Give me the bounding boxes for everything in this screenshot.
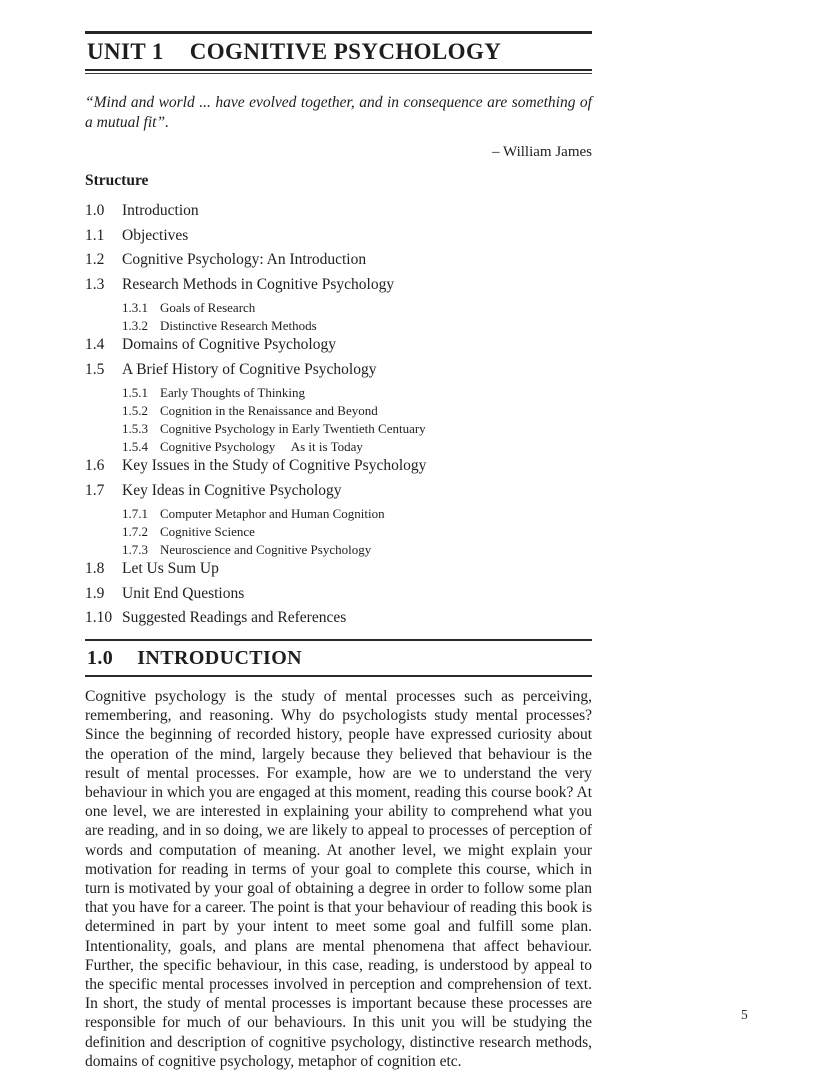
toc-subitem — [122, 319, 592, 333]
section-number: 1.0 — [87, 647, 114, 669]
toc-subitem-label: Early Thoughts of Thinking — [160, 385, 306, 400]
unit-number-label: UNIT 1 — [87, 39, 164, 64]
toc-item-number: 1.1 — [85, 226, 105, 244]
toc-item — [85, 228, 592, 244]
toc-subitem-number: 1.5.2 — [122, 403, 148, 418]
toc-item-number: 1.3 — [85, 275, 105, 293]
toc-subitem-number: 1.7.3 — [122, 542, 148, 557]
toc-item — [85, 252, 592, 268]
epigraph-quote: “Mind and world ... have evolved together, and in consequence are something of a mutual fit”. — [85, 94, 592, 131]
toc-item — [85, 458, 592, 474]
structure-heading: Structure — [85, 172, 149, 189]
toc-item-label: Objectives — [122, 226, 189, 244]
toc-item-label: Let Us Sum Up — [122, 560, 219, 577]
toc-subitem-label: Cognitive Psychology in Early Twentieth Centuary — [160, 421, 426, 436]
section-bottom-rule — [85, 675, 592, 677]
toc-item-label: Key Issues in the Study of Cognitive Psychology — [122, 457, 427, 474]
toc-subitem-label: Distinctive Research Methods — [160, 318, 317, 333]
toc-item-label: Introduction — [122, 202, 199, 219]
introduction-paragraph: Cognitive psychology is the study of mental processes such as perceiving, remembering, and reasoning. Why do psychologists study mental processes? Since the beginning of recorded history, people have expressed curiosity about the operation of the mind, largely because they believed that behaviour is the result of mental processes. For example, how are we to understand the very behaviour in which you are engaged at this moment, reading this course book? At one level, we are interested in explaining your ability to comprehend what you are reading, and in so doing, we are likely to appeal to processes of perception of words and computation of meaning. At another level, we might explain your motivation for reading in terms of your goal to complete this course, which in turn is motivated by your goal of obtaining a degree in order to follow some plan that you have for a career. The point is that your behaviour of reading this book is determined in part by your intent to meet some goal and fulfill some plan. Intentionality, goals, and plans are mental phenomena that affect behaviour. Further, the specific behaviour, in this case, reading, is understood by appeal to the specific mental processes involved in perception and comprehension of text. In short, the study of mental processes is important because these processes are responsible for much of our behaviours. In this unit you will be studying the definition and description of cognitive psychology, distinctive research methods, domains of cognitive psychology, metaphor of cognition etc. — [85, 688, 592, 1070]
toc-subitem-label: Neuroscience and Cognitive Psychology — [160, 542, 372, 557]
title-bottom-rule-thin — [85, 73, 592, 74]
toc-subitem — [122, 440, 592, 454]
toc-subitem — [122, 543, 592, 557]
toc-item — [85, 561, 592, 577]
page-number: 5 — [741, 1007, 748, 1022]
toc-item — [85, 610, 592, 626]
toc-item-number: 1.7 — [85, 481, 105, 499]
toc-item-label: Suggested Readings and References — [122, 609, 347, 626]
unit-title — [85, 34, 592, 69]
toc-subitem-label: Goals of Research — [160, 300, 256, 315]
toc-item — [85, 586, 592, 602]
toc-item-label: Cognitive Psychology: An Introduction — [122, 251, 367, 268]
page-content — [85, 0, 592, 1071]
quote-attribution: – William James — [492, 144, 592, 160]
toc-item-label: Unit End Questions — [122, 584, 245, 602]
toc-subitem-number: 1.3.1 — [122, 300, 148, 315]
toc-subitem-label: Cognition in the Renaissance and Beyond — [160, 403, 378, 418]
unit-title-text: COGNITIVE PSYCHOLOGY — [189, 39, 502, 64]
section-heading — [85, 641, 592, 675]
toc-item-number: 1.2 — [85, 251, 105, 268]
section-heading-block — [85, 639, 592, 677]
toc-item-number: 1.6 — [85, 457, 105, 474]
toc-item-label: Key Ideas in Cognitive Psychology — [122, 481, 342, 499]
toc-item-number: 1.8 — [85, 560, 105, 577]
section-title: INTRODUCTION — [137, 647, 303, 669]
toc-subitem-label: Cognitive Science — [160, 524, 255, 539]
structure-list — [85, 203, 592, 626]
toc-item-number: 1.0 — [85, 202, 105, 219]
toc-item-label: Research Methods in Cognitive Psychology — [122, 275, 395, 293]
toc-subitem-number: 1.5.4 — [122, 439, 148, 454]
toc-item — [85, 362, 592, 378]
toc-subitem — [122, 507, 592, 521]
toc-item-number: 1.9 — [85, 584, 105, 602]
toc-subitem-label: Computer Metaphor and Human Cognition — [160, 506, 385, 521]
toc-item — [85, 203, 592, 219]
toc-item-label: A Brief History of Cognitive Psychology — [122, 360, 377, 378]
toc-item-number: 1.5 — [85, 360, 105, 378]
toc-subitem-number: 1.3.2 — [122, 318, 148, 333]
toc-subitem-number: 1.7.2 — [122, 524, 148, 539]
toc-subitem-number: 1.5.3 — [122, 421, 148, 436]
toc-subitem — [122, 525, 592, 539]
toc-item — [85, 337, 592, 353]
toc-subitem-label: Cognitive Psychology As it is Today — [160, 439, 363, 454]
toc-subitem — [122, 386, 592, 400]
toc-subitem — [122, 301, 592, 315]
unit-title-banner — [85, 31, 592, 74]
toc-item — [85, 277, 592, 293]
toc-subitem-number: 1.7.1 — [122, 506, 148, 521]
toc-item-number: 1.4 — [85, 336, 105, 353]
toc-item — [85, 483, 592, 499]
toc-subitem-number: 1.5.1 — [122, 385, 148, 400]
toc-subitem — [122, 422, 592, 436]
toc-item-label: Domains of Cognitive Psychology — [122, 336, 336, 353]
toc-subitem — [122, 404, 592, 418]
toc-item-number: 1.10 — [85, 609, 113, 626]
